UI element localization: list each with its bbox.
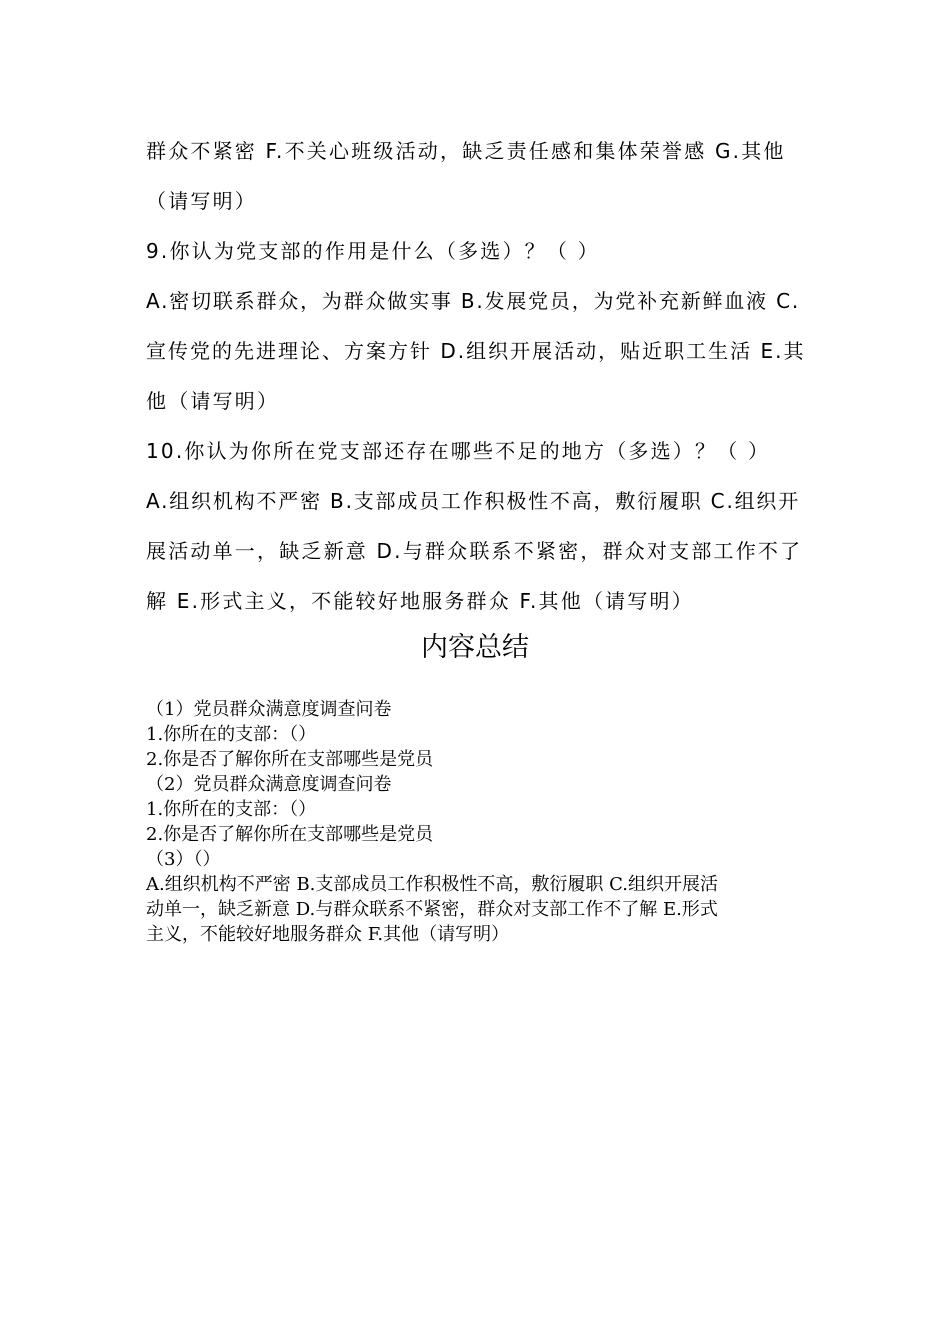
question-10-options: 解 E.形式主义，不能较好地服务群众 F.其他（请写明） bbox=[146, 589, 694, 613]
question-9-options: 他（请写明） bbox=[146, 389, 280, 413]
body-line: 群众不紧密 F.不关心班级活动，缺乏责任感和集体荣誉感 G.其他 bbox=[146, 139, 786, 163]
summary-line: 动单一，缺乏新意 D.与群众联系不紧密，群众对支部工作不了解 E.形式 bbox=[146, 899, 718, 920]
content-summary bbox=[146, 697, 806, 947]
summary-line: （1）党员群众满意度调查问卷 bbox=[146, 699, 392, 720]
summary-line: （2）党员群众满意度调查问卷 bbox=[146, 774, 392, 795]
question-10-options: 展活动单一，缺乏新意 D.与群众联系不紧密，群众对支部工作不了 bbox=[146, 539, 803, 563]
body-line: （请写明） bbox=[146, 189, 257, 213]
question-10: 10.你认为你所在党支部还存在哪些不足的地方（多选）？（ ） bbox=[146, 439, 771, 463]
questionnaire-body bbox=[146, 126, 806, 626]
summary-line: 主义，不能较好地服务群众 F.其他（请写明） bbox=[146, 924, 510, 945]
summary-heading: 内容总结 bbox=[421, 632, 529, 663]
question-9-options: A.密切联系群众，为群众做实事 B.发展党员，为党补充新鲜血液 C. bbox=[146, 289, 801, 313]
question-9: 9.你认为党支部的作用是什么（多选）？（ ） bbox=[146, 239, 600, 263]
summary-line: 1.你所在的支部：（） bbox=[146, 724, 317, 745]
question-9-options: 宣传党的先进理论、方案方针 D.组织开展活动，贴近职工生活 E.其 bbox=[146, 339, 806, 363]
summary-line: 2.你是否了解你所在支部哪些是党员 bbox=[146, 749, 434, 770]
question-10-options: A.组织机构不严密 B.支部成员工作积极性不高，敷衍履职 C.组织开 bbox=[146, 489, 801, 513]
summary-line: 1.你所在的支部：（） bbox=[146, 799, 317, 820]
summary-line: （3）（） bbox=[146, 849, 221, 870]
summary-line: A.组织机构不严密 B.支部成员工作积极性不高，敷衍履职 C.组织开展活 bbox=[146, 874, 718, 895]
summary-line: 2.你是否了解你所在支部哪些是党员 bbox=[146, 824, 434, 845]
